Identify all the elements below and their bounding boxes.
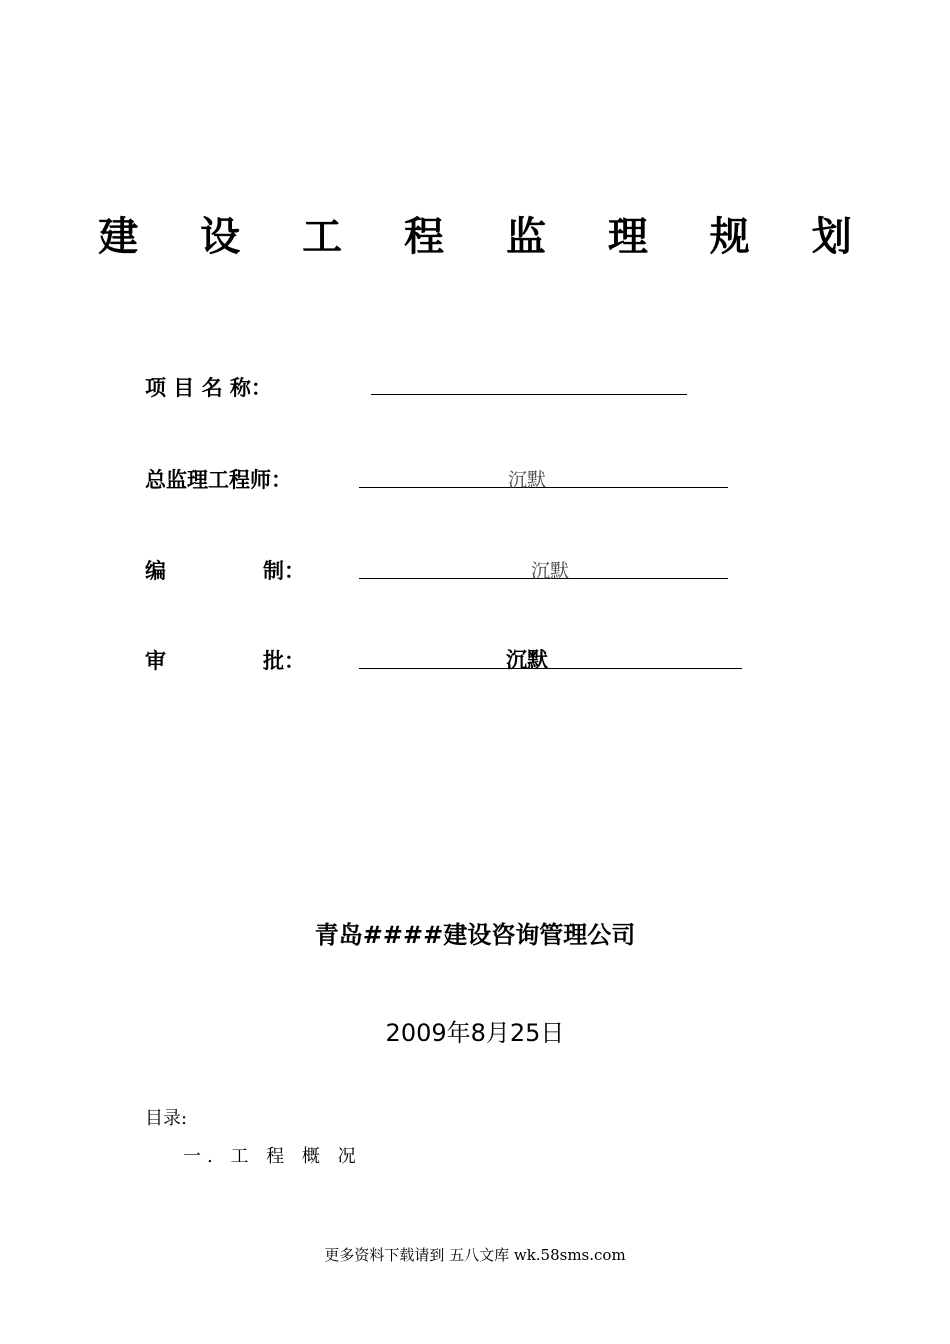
- project-name-underline: [371, 394, 687, 395]
- chief-engineer-value: 沉默: [507, 469, 546, 491]
- project-name-label: 项 目 名 称：: [145, 376, 272, 400]
- document-date: 2009年8月25日: [385, 1019, 565, 1047]
- footer-note: 更多资料下载请到 五八文库 wk.58sms.com: [324, 1246, 626, 1264]
- compiled-by-value: 沉默: [530, 560, 569, 582]
- approved-by-label-left: 审: [145, 649, 166, 673]
- company-name: 青岛####建设咨询管理公司: [314, 921, 636, 949]
- toc-title: 目录:: [145, 1108, 188, 1129]
- approved-by-value: 沉默: [506, 648, 548, 672]
- chief-engineer-label: 总监理工程师：: [145, 468, 292, 492]
- approved-by-label-right: 批：: [263, 649, 305, 673]
- compiled-by-label-right: 制：: [263, 559, 305, 583]
- document-title: 建 设 工 程 监 理 规 划: [98, 214, 876, 260]
- compiled-by-label-left: 编: [145, 559, 166, 583]
- toc-item[interactable]: 一. 工 程 概 况: [183, 1146, 362, 1167]
